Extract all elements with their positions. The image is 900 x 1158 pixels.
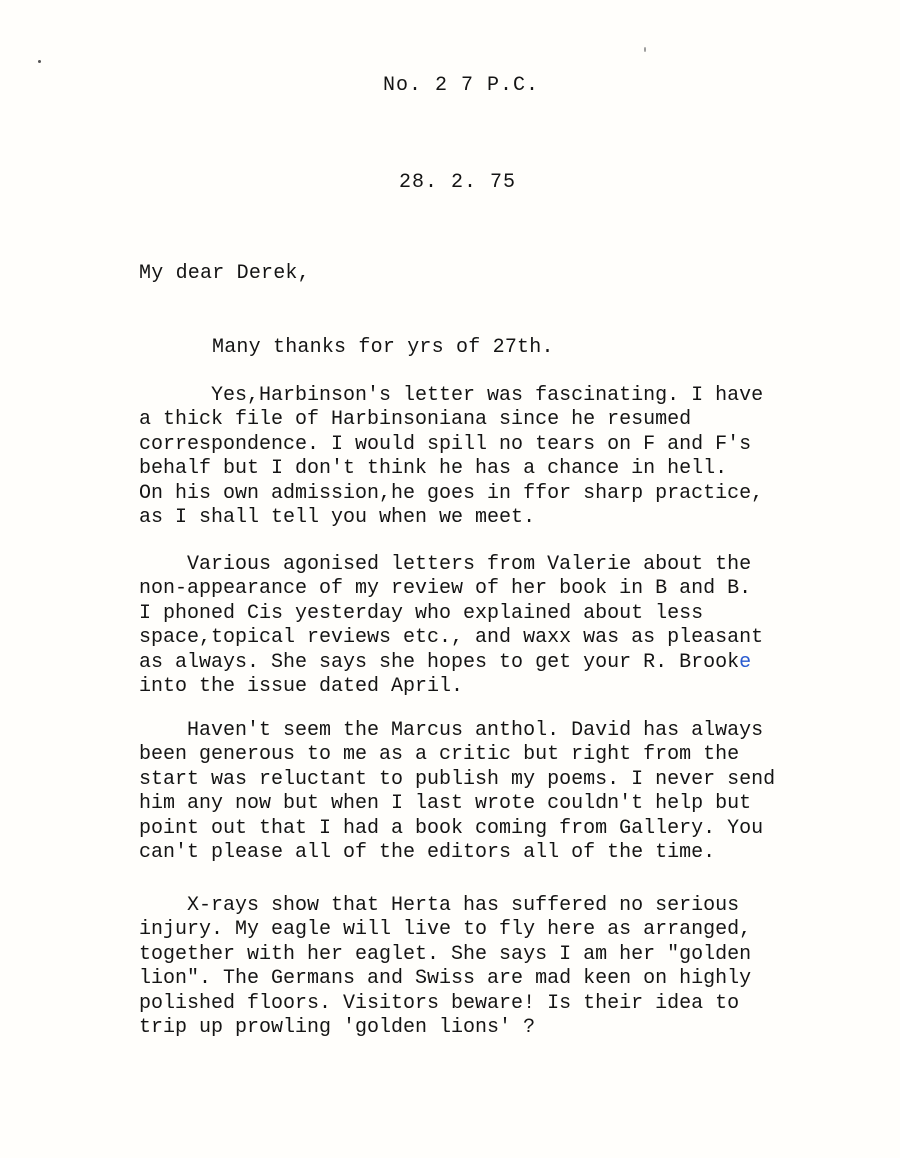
paragraph-line: him any now but when I last wrote couldn't help but [139, 792, 752, 816]
paper-speck [38, 60, 41, 63]
paragraph-line: as I shall tell you when we meet. [139, 505, 536, 529]
paragraph-line: start was reluctant to publish my poems. I never send [139, 767, 776, 791]
paragraph-line: correspondence. I would spill no tears on F and F's [139, 432, 752, 456]
salutation: My dear Derek, [139, 262, 310, 285]
paragraph-line: space,topical reviews etc., and waxx was as pleasant [139, 626, 764, 650]
paragraph-line [139, 651, 899, 675]
paragraph-line: trip up prowling 'golden lions' ? [139, 1015, 536, 1039]
paragraph-line: a thick file of Harbinsoniana since he resumed [139, 408, 692, 432]
paragraph-line: into the issue dated April. [139, 674, 464, 698]
paragraph-line: Various agonised letters from Valerie about the [139, 553, 752, 576]
letter-reference: No. 2 7 P.C. [383, 74, 540, 97]
body-paragraph-2 [139, 553, 899, 699]
paragraph-line: non-appearance of my review of her book in B and B. [139, 577, 752, 601]
letter-date: 28. 2. 75 [399, 171, 517, 194]
paragraph-line: Yes,Harbinson's letter was fascinating. I have [139, 384, 764, 407]
body-paragraph-4 [139, 894, 899, 1040]
paragraph-line: I phoned Cis yesterday who explained about less [139, 601, 704, 625]
paper-speck [644, 47, 646, 52]
paragraph-line: lion". The Germans and Swiss are mad keen on highly [139, 967, 752, 991]
paragraph-line: injury. My eagle will live to fly here as arranged, [139, 918, 752, 942]
paragraph-line: been generous to me as a critic but right from the [139, 743, 740, 767]
paragraph-line: can't please all of the editors all of the time. [139, 840, 716, 864]
handwritten-correction: e [739, 650, 752, 674]
paragraph-line: together with her eaglet. She says I am her "golden [139, 942, 752, 966]
paragraph-line: point out that I had a book coming from Gallery. You [139, 816, 764, 840]
paragraph-line: On his own admission,he goes in ffor sharp practice, [139, 481, 764, 505]
paragraph-line-text: as always. She says she hopes to get your R. Brook [139, 650, 740, 674]
opening-line: Many thanks for yrs of 27th. [212, 336, 554, 359]
paragraph-line: behalf but I don't think he has a chance in hell. [139, 457, 728, 481]
paragraph-line: polished floors. Visitors beware! Is their idea to [139, 991, 740, 1015]
body-paragraph-1 [139, 384, 899, 530]
body-paragraph-3 [139, 719, 899, 865]
paragraph-line: X-rays show that Herta has suffered no serious [139, 894, 740, 917]
paragraph-line: Haven't seem the Marcus anthol. David has always [139, 719, 764, 742]
